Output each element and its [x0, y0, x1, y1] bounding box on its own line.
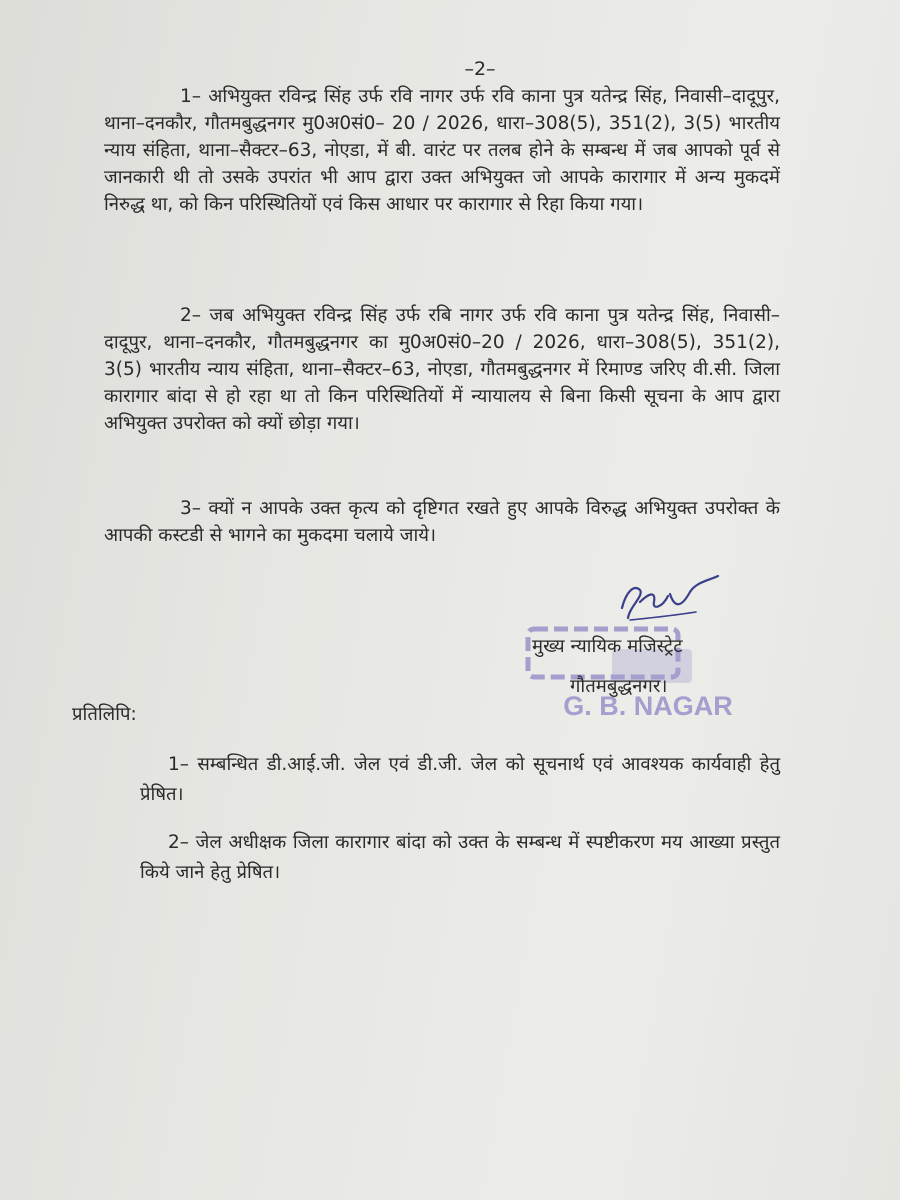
copy-item-1: 1– सम्बन्धित डी.आई.जी. जेल एवं डी.जी. जेल को सूचनार्थ एवं आवश्यक कार्यवाही हेतु प्रेषित।	[140, 754, 780, 805]
copy-item-2: 2– जेल अधीक्षक जिला कारागार बांदा को उक्त के सम्बन्ध में स्पष्टीकरण मय आख्या प्रस्तुत किये जाने हेतु प्रेषित।	[140, 832, 780, 883]
paragraph-3: 3– क्यों न आपके उक्त कृत्य को दृष्टिगत रखते हुए आपके विरुद्ध अभियुक्त उपरोक्त के आपकी कस्टडी से भागने का मुकदमा चलाये जाये।	[104, 498, 780, 546]
page-number: –2–	[464, 58, 496, 80]
signatory-place: गौतमबुद्धनगर।	[570, 676, 668, 697]
paragraph-2: 2– जब अभियुक्त रविन्द्र सिंह उर्फ रबि नागर उर्फ रवि काना पुत्र यतेन्द्र सिंह, निवासी–दादूपुर, थाना–दनकौर, गौतमबुद्धनगर का मु0अ0सं0–20 / 2026, धारा–308(5), 351(2), 3(5) भारतीय न्याय संहिता, थाना–सैक्टर–63, नोएडा, गौतमबुद्धनगर में रिमाण्ड जरिए वी.सी. जिला कारागार बांदा से हो रहा था तो किन परिस्थितियों में न्यायालय से बिना किसी सूचना के आप द्वारा अभियुक्त उपरोक्त को क्यों छोड़ा गया।	[104, 305, 780, 434]
copy-heading: प्रतिलिपि:	[72, 704, 137, 725]
stamp-text: G. B. NAGAR	[563, 691, 733, 721]
signature-scribble	[600, 572, 730, 632]
signatory-title: मुख्य न्यायिक मजिस्ट्रेट	[532, 636, 683, 657]
paragraph-1: 1– अभियुक्त रविन्द्र सिंह उर्फ रवि नागर उर्फ रवि काना पुत्र यतेन्द्र सिंह, निवासी–दादूपुर, थाना–दनकौर, गौतमबुद्धनगर मु0अ0सं0– 20 / 2026, धारा–308(5), 351(2), 3(5) भारतीय न्याय संहिता, थाना–सैक्टर–63, नोएडा, में बी. वारंट पर तलब होने के सम्बन्ध में जब आपको पूर्व से जानकारी थी तो उसके उपरांत भी आप द्वारा उक्त अभियुक्त जो आपके कारागार में अन्य मुकदमें निरुद्ध था, को किन परिस्थितियों एवं किस आधार पर कारागार से रिहा किया गया।	[104, 86, 780, 215]
